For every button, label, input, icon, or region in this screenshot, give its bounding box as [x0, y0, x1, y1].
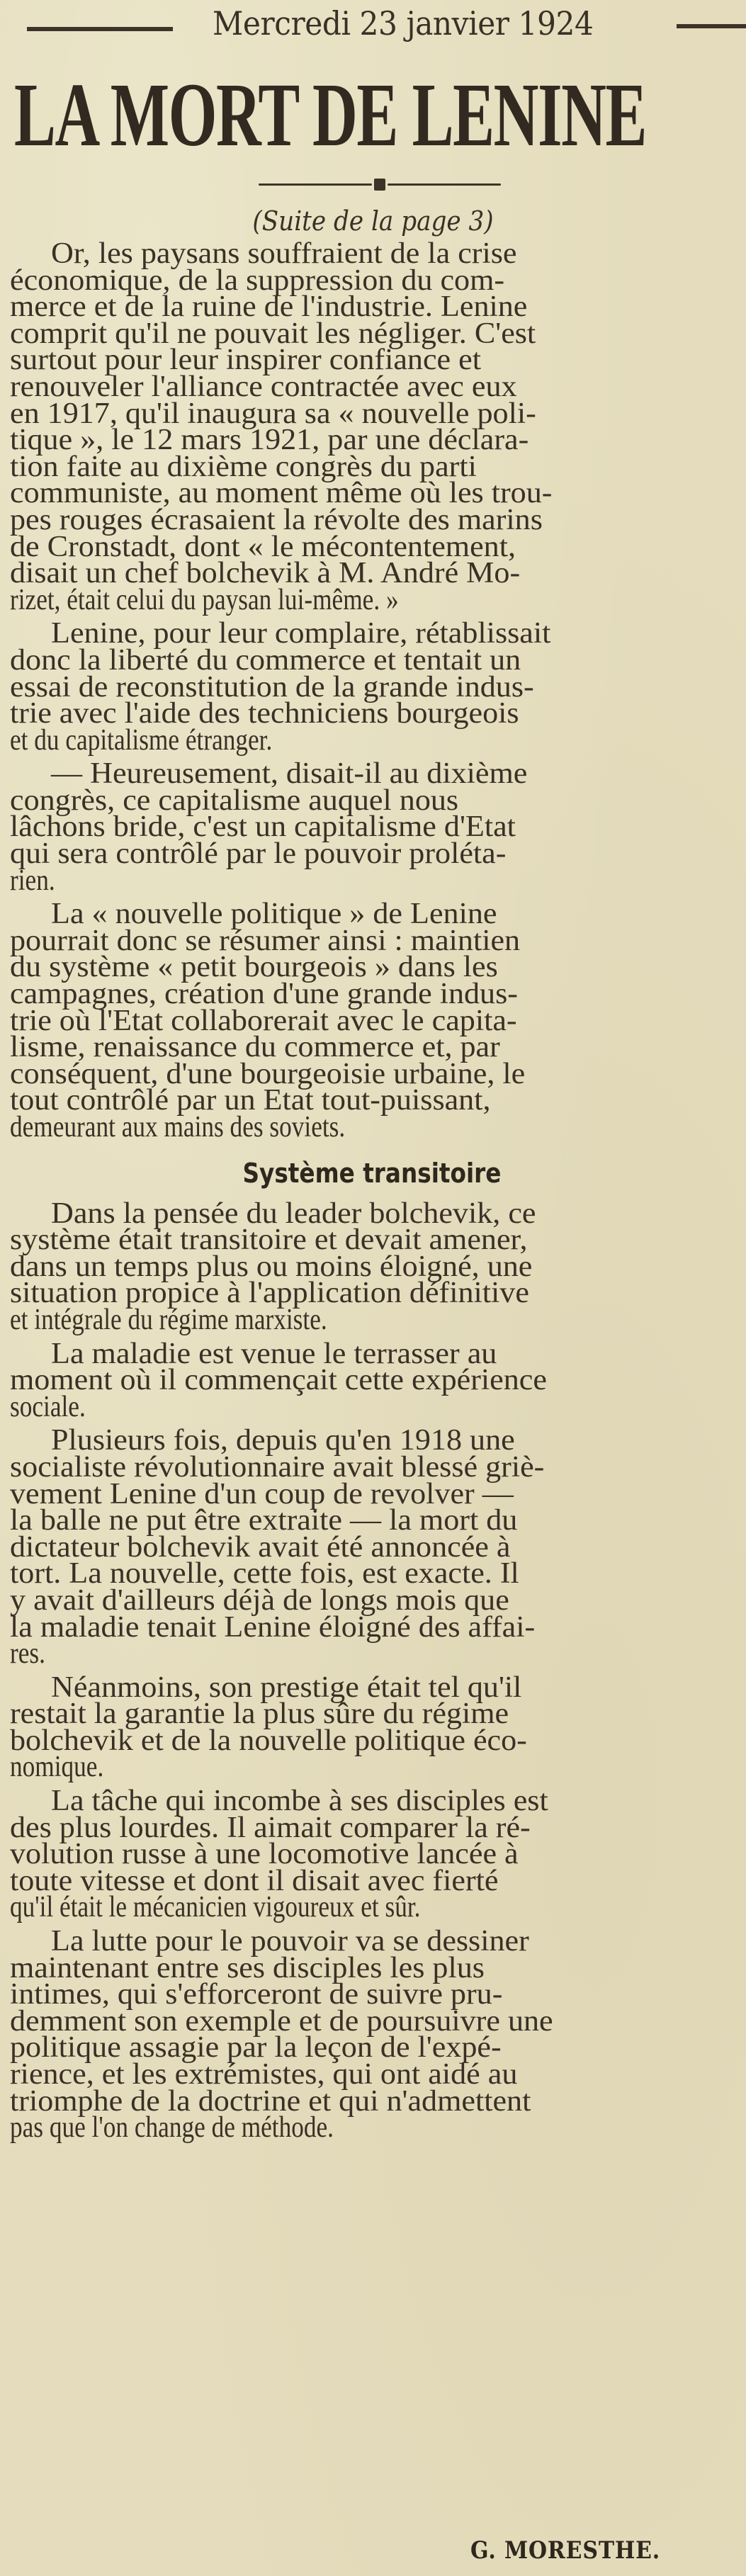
author-signature: G. MORESTHE. — [470, 2536, 661, 2565]
text-line: dans un temps plus ou moins éloigné, une — [10, 1250, 533, 1283]
text-line: La « nouvelle politique » de Lenine — [51, 898, 497, 931]
text-line: sociale. — [10, 1390, 86, 1423]
text-line: politique assagie par la leçon de l'expé- — [10, 2031, 502, 2064]
text-line: — Heureusement, disait-il au dixième — [51, 757, 528, 791]
text-line: essai de reconstitution de la grande indus- — [10, 670, 534, 704]
text-line: tion faite au dixième congrès du parti — [10, 450, 477, 483]
text-line: y avait d'ailleurs déjà de longs mois que — [10, 1583, 509, 1617]
text-line: dictateur bolchevik avait été annoncée à — [10, 1530, 511, 1564]
dateline — [0, 4, 746, 45]
article-paragraph — [10, 1424, 734, 1671]
text-line: trie avec l'aide des techniciens bourgeois — [10, 697, 519, 730]
divider-ornament-icon — [374, 179, 385, 191]
text-line: qu'il était le mécanicien vigoureux et sûr. — [10, 1891, 421, 1924]
text-line: pourrait donc se résumer ainsi : maintien — [10, 924, 521, 957]
text-line: rizet, était celui du paysan lui-même. » — [10, 583, 399, 616]
text-line: système était transitoire et devait amener, — [10, 1224, 528, 1257]
dateline-rule-left — [27, 27, 173, 31]
text-line: demment son exemple et de poursuivre une — [10, 2004, 553, 2038]
text-line: renouveler l'alliance contractée avec eux — [10, 370, 517, 403]
text-line: communiste, au moment même où les trou- — [10, 477, 553, 510]
continuation-note: (Suite de la page 3) — [252, 205, 494, 237]
article-paragraph — [10, 1197, 734, 1336]
text-line: économique, de la suppression du com- — [10, 264, 505, 297]
text-line: merce et de la ruine de l'industrie. Lenine — [10, 290, 528, 324]
text-line: du système « petit bourgeois » dans les — [10, 951, 498, 984]
text-line: la maladie tenait Lenine éloigné des affai- — [10, 1610, 536, 1644]
text-line: rien. — [10, 864, 55, 897]
text-line: qui sera contrôlé par le pouvoir prolétа- — [10, 837, 507, 871]
text-line: rience, et les extrémistes, qui ont aidé au — [10, 2058, 518, 2091]
text-line: La lutte pour le pouvoir va se dessiner — [51, 1925, 529, 1958]
text-line: socialiste révolutionnaire avait blessé griè- — [10, 1450, 545, 1484]
text-line: Dans la pensée du leader bolchevik, ce — [51, 1197, 536, 1230]
text-line: congrès, ce capitalisme auquel nous — [10, 784, 459, 817]
text-line: et du capitalisme étranger. — [10, 723, 273, 757]
article-paragraph — [10, 1337, 734, 1423]
article-paragraph — [10, 757, 734, 897]
text-line: donc la liberté du commerce et tentait un — [10, 643, 521, 677]
article-paragraph — [10, 1785, 734, 1924]
text-line: disait un chef bolchevik à M. André Mo- — [10, 557, 521, 590]
text-line: restait la garantie la plus sûre du régime — [10, 1697, 509, 1731]
text-line: comprit qu'il ne pouvait les négliger. C'est — [10, 317, 536, 350]
text-line: pas que l'on change de méthode. — [10, 2111, 334, 2145]
text-line: lâchons bride, c'est un capitalisme d'Etat — [10, 810, 516, 844]
issue-date: Mercredi 23 janvier 1924 — [213, 4, 594, 43]
text-line: moment où il commençait cette expérience — [10, 1364, 547, 1397]
text-line: de Cronstadt, dont « le mécontentement, — [10, 530, 516, 563]
text-line: tort. La nouvelle, cette fois, est exacte. Il — [10, 1557, 519, 1591]
text-line: conséquent, d'une bourgeoisie urbaine, le — [10, 1057, 526, 1090]
text-line: des plus lourdes. Il aimait comparer la ré- — [10, 1811, 531, 1844]
text-line: La maladie est venue le terrasser au — [51, 1337, 497, 1370]
section-subheading: Système transitoire — [242, 1157, 502, 1189]
text-line: Or, les paysans souffraient de la crise — [51, 237, 517, 270]
article-paragraph — [10, 617, 734, 757]
text-line: tout contrôlé par un Etat tout-puissant, — [10, 1084, 491, 1117]
text-line: triomphe de la doctrine et qui n'admettent — [10, 2084, 531, 2118]
article-paragraph — [10, 1925, 734, 2145]
text-line: maintenant entre ses disciples les plus — [10, 1951, 485, 1984]
text-line: Néanmoins, son prestige était tel qu'il — [51, 1671, 522, 1704]
text-line: res. — [10, 1637, 45, 1671]
text-line: lisme, renaissance du commerce et, par — [10, 1031, 500, 1064]
article-paragraph — [10, 1671, 734, 1784]
text-line: volution russe à une locomotive lancée à — [10, 1838, 519, 1871]
text-line: bolchevik et de la nouvelle politique éco- — [10, 1724, 527, 1757]
divider-line-left — [259, 183, 372, 186]
text-line: trie où l'Etat collaborerait avec le capita- — [10, 1004, 517, 1037]
text-line: surtout pour leur inspirer confiance et — [10, 344, 481, 377]
text-line: la balle ne put être extraite — la mort du — [10, 1504, 518, 1537]
text-line: situation propice à l'application définitive — [10, 1277, 529, 1310]
text-line: en 1917, qu'il inaugura sa « nouvelle poli- — [10, 397, 536, 430]
text-line: demeurant aux mains des soviets. — [10, 1111, 346, 1143]
text-line: Lenine, pour leur complaire, rétablissait — [51, 617, 551, 650]
article-paragraph — [10, 237, 734, 616]
text-line: nomique. — [10, 1751, 104, 1784]
article-paragraph — [10, 898, 734, 1143]
text-line: tique », le 12 mars 1921, par une déclara- — [10, 424, 529, 457]
text-line: pes rouges écrasaient la révolte des marins — [10, 503, 543, 536]
text-line: campagnes, création d'une grande indus- — [10, 978, 518, 1011]
ornamental-divider — [259, 179, 501, 191]
headline: LA MORT DE LENINE — [14, 64, 646, 165]
divider-line-right — [388, 183, 501, 186]
text-line: toute vitesse et dont il disait avec fierté — [10, 1864, 499, 1897]
article-body — [10, 237, 734, 2149]
dateline-rule-right — [677, 24, 746, 28]
text-line: Plusieurs fois, depuis qu'en 1918 une — [51, 1424, 515, 1457]
text-line: La tâche qui incombe à ses disciples est — [51, 1785, 548, 1818]
text-line: intimes, qui s'efforceront de suivre pru- — [10, 1978, 503, 2011]
text-line: vement Lenine d'un coup de revolver — — [10, 1477, 514, 1510]
text-line: et intégrale du régime marxiste. — [10, 1303, 327, 1336]
